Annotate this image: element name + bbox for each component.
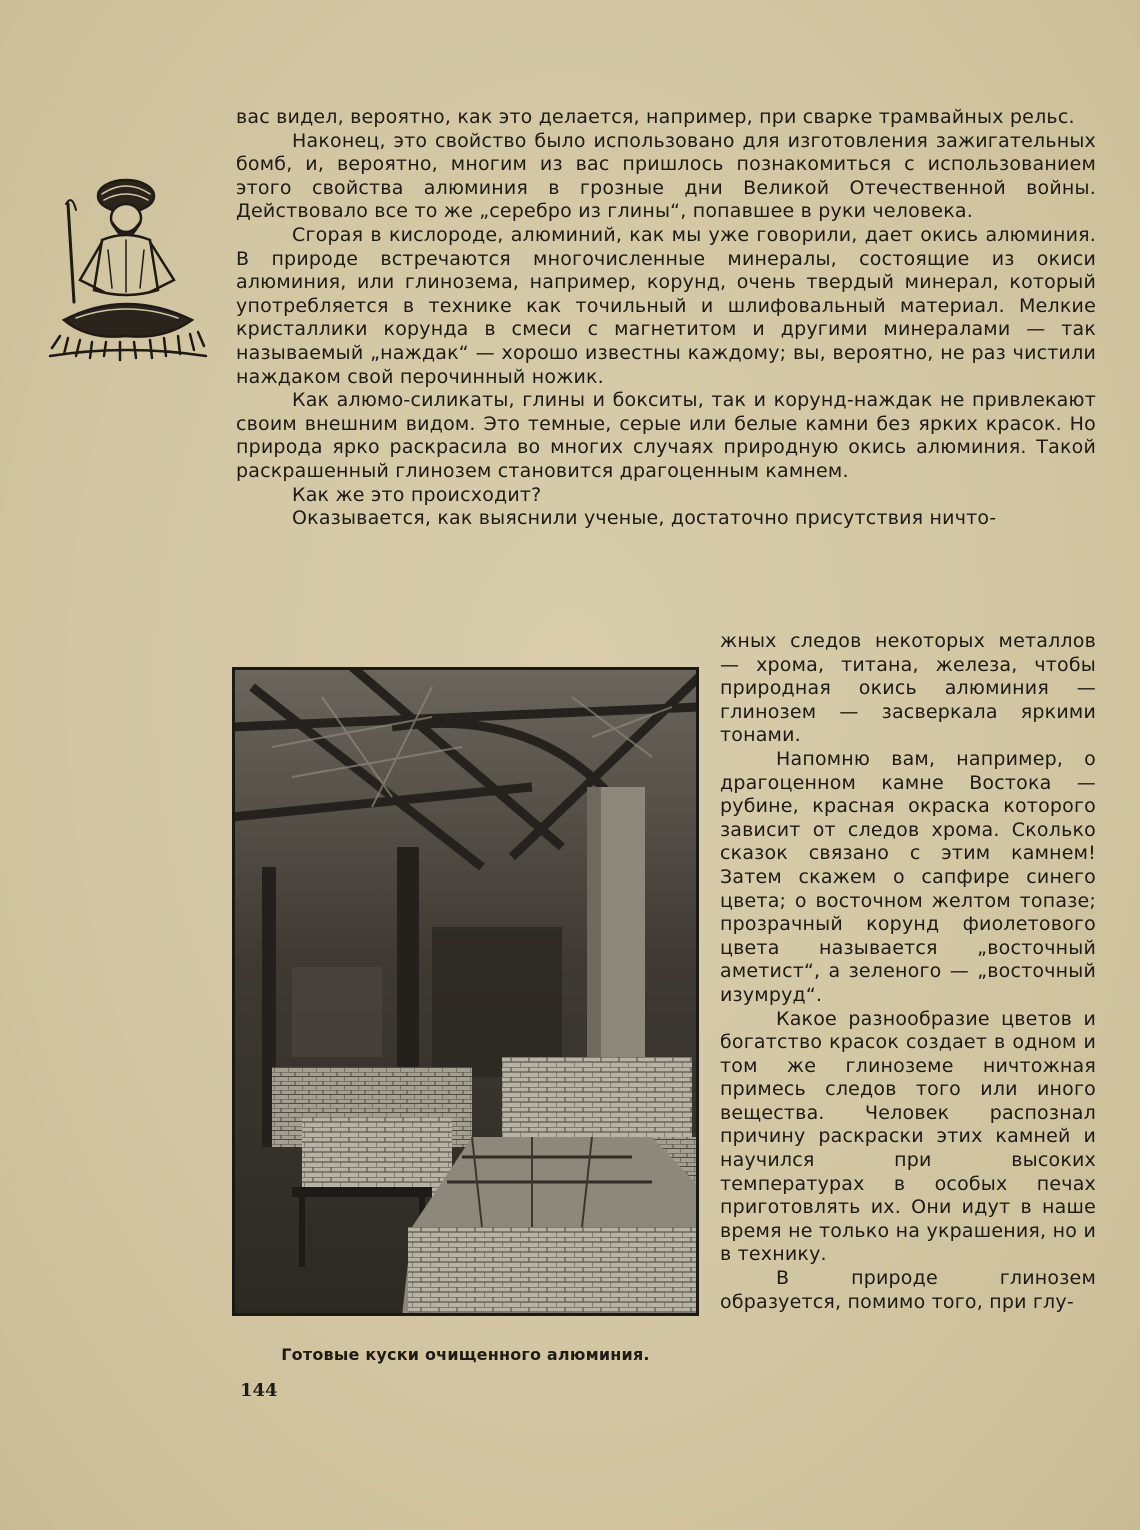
paragraph-nature: В природе глинозем образуется, помимо того, при глу- bbox=[720, 1267, 1096, 1313]
page-number: 144 bbox=[240, 1380, 278, 1401]
paragraph-scientists: Оказывается, как выяснили ученые, достаточно присутствия ничто- bbox=[292, 507, 997, 530]
paragraph-corundum: Сгорая в кислороде, алюминий, как мы уже говорили, дает окись алюминия. В природе встречаются многочисленные минералы, состоящие из окиси алюминия, или глинозема, например, корунд, очень твердый минерал, который употребляется в технике как точильный и шлифовальный материал. Мелкие кристаллики корунда в смеси с магнетитом и другими минералами — так называемый „наждак“ — хорошо известны каждому; вы, вероятно, не раз чистили наждаком свой перочинный ножик. bbox=[236, 223, 1096, 388]
paragraph-incendiary-bombs: Наконец, это свойство было использовано для изготовления зажигательных бомб, и, вероятно, многим из вас пришлось познакомиться с использованием этого свойства алюминия в грозные дни Великой Отечественной войны. Действовало все то же „серебро из глины“, попавшее в руки человека. bbox=[236, 129, 1096, 223]
photo-caption: Готовые куски очищенного алюминия. bbox=[281, 1345, 650, 1364]
main-text-block bbox=[236, 106, 1096, 531]
paragraph-colors: Какое разнообразие цветов и богатство красок создает в одном и том же глиноземе ничтожная примесь следов того или иного вещества. Человек распознал причину раскраски этих камней и научился при высоких температурах в особых печах приготовлять их. Они идут в наше время не только на украшения, но и в технику. bbox=[720, 1007, 1096, 1266]
right-column-text bbox=[720, 630, 1096, 1314]
paragraph-ruby: Напомню вам, например, о драгоценном камне Востока — рубине, красная окраска которого зависит от следов хрома. Сколько сказок связано с этим камнем! Затем скажем о сапфире синего цвета; о восточном желтом топазе; прозрачный корунд фиолетового цвета называется „восточный аметист“, а зеленого — „восточный изумруд“. bbox=[720, 747, 1096, 1006]
factory-photo-icon bbox=[232, 667, 699, 1316]
seated-man-illustration bbox=[46, 170, 210, 366]
paragraph-precious-stone: Как алюмо-силикаты, глины и бокситы, так и корунд-наждак не привлекают своим внешним видом. Это темные, серые или белые камни без ярких красок. Но природа ярко раскрасила во многих случаях природную окись алюминия. Такой раскрашенный глинозем становится драгоценным камнем. bbox=[236, 389, 1096, 482]
aluminium-ingots-photo bbox=[232, 667, 699, 1316]
seated-man-icon bbox=[46, 170, 210, 366]
paragraph-continuation: вас видел, вероятно, как это делается, например, при сварке трамвайных рельс. bbox=[236, 106, 1075, 128]
paragraph-question: Как же это происходит? bbox=[292, 483, 542, 506]
paragraph-metals: жных следов некоторых металлов — хрома, титана, железа, чтобы природная окись алюминия — глинозем — засверкала яркими тонами. bbox=[720, 630, 1096, 747]
